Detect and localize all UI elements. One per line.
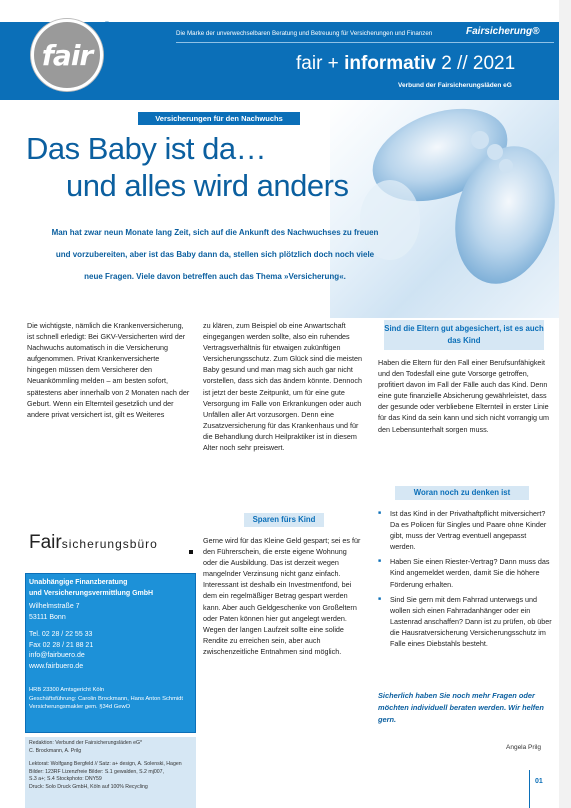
magazine-prefix: fair +: [296, 53, 345, 74]
magazine-name: informativ: [344, 53, 436, 74]
body-column-3: Haben die Eltern für den Fall einer Berufsunfähigkeit und den Todesfall eine gute Vorsorge getroffen, profitiert davon im Fall der Fälle auch das Kind. Denn eine gute finanzielle Absicherung gewährleistet, dass der gesunde oder verbliebene Elternteil in erster Linie für das Kind da sein kann und sich nicht vorrangig um den Lebensunterhalt sorgen muss.: [378, 358, 550, 434]
page-number-rule: [529, 770, 530, 808]
fair-logo: [31, 19, 103, 91]
checklist-item: ■ Ist das Kind in der Privathaftpflicht mitversichert? Da es Policen für Singles und Paare ohne Kinder gibt, muss der Vertrag eventuell angepasst werden.: [378, 508, 553, 552]
logo-text: fair: [41, 38, 93, 72]
author-name: Angela Prilg: [506, 744, 542, 751]
production-credits: Lektorat: Wolfgang Bergfeld // Satz: a+ design, A. Solenski, Hagen Bilder: 123RF Lizenzfreie Bilder: S.1 gewalden, S.2 mj007, S.3 a+; S.4 Stockphoto: DNY59 Druck: Solo Druck GmbH, Köln auf 100% Recycling: [29, 761, 182, 790]
logo-rest: sicherungsbüro: [61, 537, 158, 551]
logo-dot: [189, 550, 193, 554]
headline-line-1: Das Baby ist da…: [26, 131, 267, 166]
company-name: Unabhängige Finanzberatung und Versicherungsvermittlung GmbH: [29, 579, 154, 597]
logo-main: Fair: [29, 532, 62, 553]
checklist-item: ■ Sind Sie gern mit dem Fahrrad unterwegs und wollen sich einen Fahrradanhänger oder ein Lastenrad anschaffen? Dann ist zu prüfen, ob über die Hausratversicherung Versicherungsschutz im Falle eines Diebstahls besteht.: [378, 594, 553, 649]
body-column-saving: Gerne wird für das Kleine Geld gespart; sei es für den Führerschein, die erste eigene Wohnung oder die Ausbildung. Das ist derzeit wegen mangelnder Verzinsung nicht ganz einfach. Interessant ist deshalb ein Investmentfond, bei dem ein regelmäßiger Betrag gespart werden kann. Aber auch Geldgeschenke von Großeltern oder Paten können hier gut angelegt werden. Wegen der langen Laufzeit sollte eine solide Rendite zu erreichen sein, aber auch zwischenzeitliche Entnahmen sind möglich.: [203, 536, 361, 656]
body-column-1: Die wichtigste, nämlich die Krankenversicherung, ist schnell erledigt: Bei GKV-Versicherten wird der Nachwuchs automatisch in die Versicherung aufgenommen. Privat Krankenversicherte hingegen müssen dem Versicherer den Neuankömmling melden – am besten sofort, spätestens aber innerhalb von 2 Monaten nach der Geburt. Wenn ein Elternteil gesetzlich und der andere privat versichert ist, gilt es Weiteres: [27, 321, 190, 419]
page-number: 01: [535, 778, 543, 785]
issue-number: 2 // 2021: [441, 53, 516, 74]
headline-line-2: und alles wird anders: [66, 168, 349, 203]
checklist: [378, 508, 553, 653]
article-kicker: Versicherungen für den Nachwuchs: [138, 112, 300, 125]
editorial-credits: Redaktion: Verbund der Fairsicherungsläden eG* C. Brockmann, A. Prilg: [29, 740, 143, 754]
company-legal: HRB 23300 Amtsgericht Köln Geschäftsführung: Carolin Brockmann, Hans Anton Schmidt Versicherungsmakler gem. §34d GewO: [29, 687, 184, 710]
page-edge: [559, 0, 571, 808]
article-intro: Man hat zwar neun Monate lang Zeit, sich auf die Ankunft des Nachwuchses zu freuen und vorzubereiten, aber ist das Baby dann da, stellen sich plötzlich doch noch viele neue Fragen. Viele davon betreffen auch das Thema »Versicherung«.: [51, 228, 379, 281]
publisher-line: Verbund der Fairsicherungsläden eG: [398, 82, 512, 89]
section-heading-parents: Sind die Eltern gut abgesichert, ist es auch das Kind: [384, 320, 544, 350]
section-heading-checklist: Woran noch zu denken ist: [395, 486, 529, 500]
header-tagline: Die Marke der unverwechselbaren Beratung und Betreuung für Versicherungen und Finanzen: [176, 30, 433, 37]
body-column-2: zu klären, zum Beispiel ob eine Anwartschaft eingegangen werden sollte, also ein ruhendes Vertragsverhältnis für etwaigen zukünftigen Versicherungsschutz. Zum Glück sind die meisten Baby gesund und man mag sich auch gar nicht vorstellen, dass sich das ändern könnte. Dennoch ist jetzt der beste Zeitpunkt, um für eine gute Versorgung im Falle von Erkrankungen oder auch Unfällen aller Art vorzusorgen. Denn eine Zusatzversicherung für das Krankenhaus und für die Behandlung durch Heilpraktiker ist in diesem Alter noch sehr preiswert.: [203, 321, 363, 453]
closing-statement: Sicherlich haben Sie noch mehr Fragen oder möchten individuell beraten werden. Wir helfen gern.: [378, 691, 544, 724]
header-divider: [176, 42, 554, 43]
checklist-item: ■ Haben Sie einen Riester-Vertrag? Dann muss das Kind angemeldet werden, damit Sie die höhere Förderung erhalten.: [378, 556, 553, 589]
company-contact-details[interactable]: Tel. 02 28 / 22 55 33 Fax 02 28 / 21 88 21 info@fairbuero.de www.fairbuero.de: [29, 631, 94, 670]
section-heading-saving: Sparen fürs Kind: [244, 513, 324, 527]
magazine-title: [296, 53, 515, 75]
header-brand: Fairsicherung®: [466, 26, 540, 37]
logo-registered-mark: ®: [104, 20, 110, 29]
fairsicherungsbuero-logo: [29, 532, 158, 554]
company-address: Wilhelmstraße 7 53111 Bonn: [29, 603, 80, 621]
